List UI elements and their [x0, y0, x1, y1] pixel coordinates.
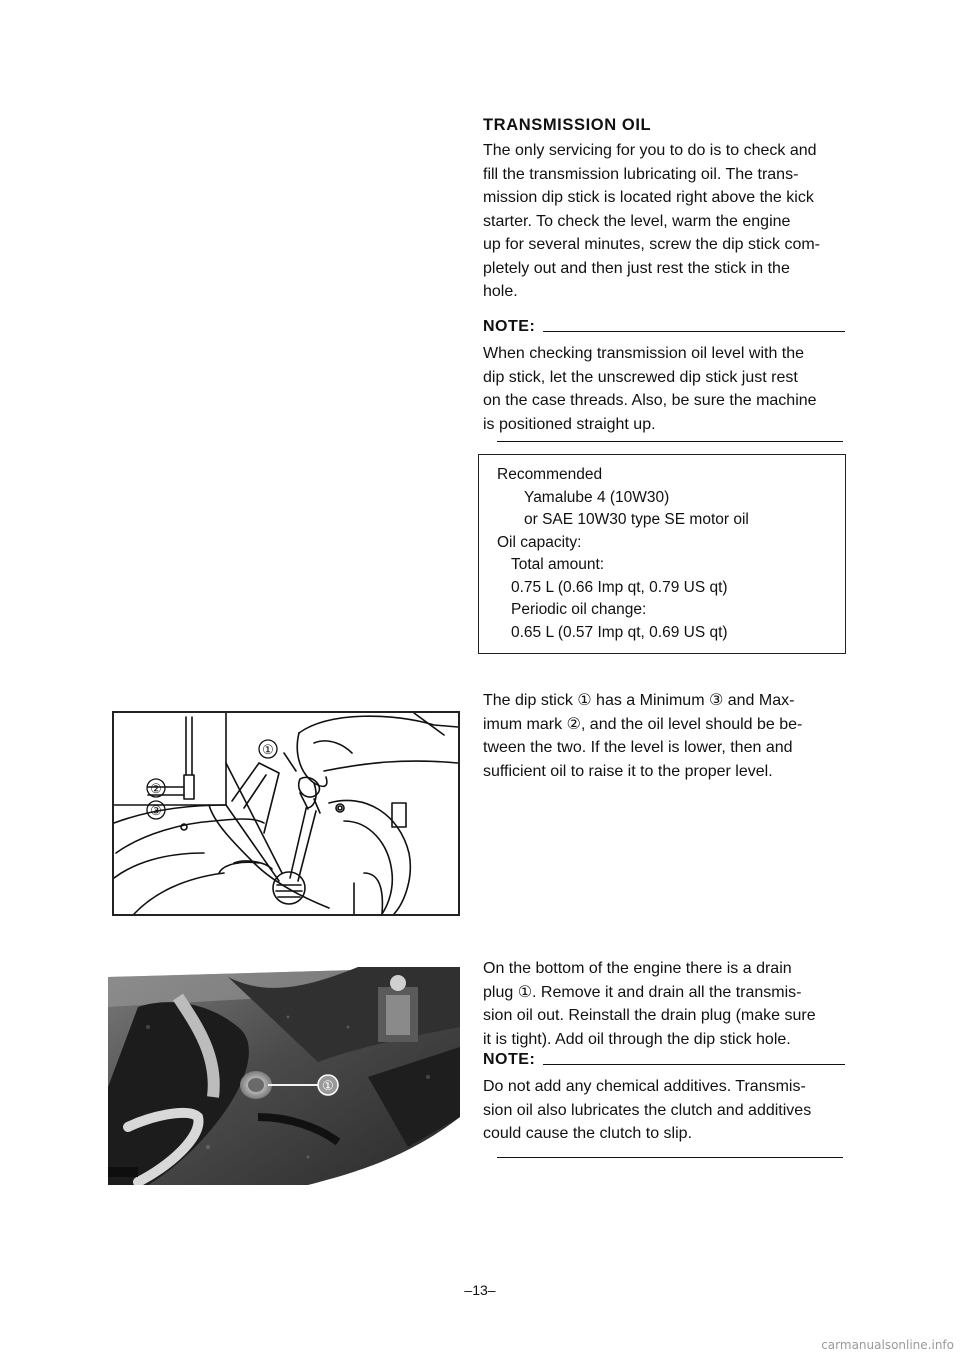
callout-3: ③: [150, 803, 162, 818]
spec-line: Total amount:: [511, 556, 605, 573]
text-line: The only servicing for you to do is to check and: [483, 142, 817, 159]
text-line: plug ①. Remove it and drain all the transmis-: [483, 983, 802, 1001]
note-rule: [543, 331, 845, 332]
watermark-text: carmanualsonline.info: [821, 1338, 954, 1352]
dipstick-drawing: [114, 713, 458, 914]
text-line: hole.: [483, 283, 518, 300]
note-heading: [483, 318, 845, 336]
drain-paragraph: [483, 957, 845, 1051]
text-line: is positioned straight up.: [483, 415, 656, 433]
note-label: NOTE:: [483, 318, 536, 335]
text-line: it is tight). Add oil through the dip stick hole.: [483, 1030, 791, 1048]
text-line: fill the transmission lubricating oil. The trans-: [483, 165, 799, 183]
text-line: sion oil also lubricates the clutch and additives: [483, 1101, 812, 1119]
callout-2: ②: [150, 781, 162, 796]
text-line: pletely out and then just rest the stick in the: [483, 259, 790, 277]
text-line: sion oil out. Reinstall the drain plug (make sure: [483, 1007, 816, 1024]
dipstick-illustration: [112, 711, 460, 916]
intro-paragraph: [483, 139, 845, 304]
note-paragraph: [483, 342, 845, 436]
callout-1: ①: [262, 742, 274, 757]
spec-line: 0.75 L (0.66 Imp qt, 0.79 US qt): [511, 578, 728, 596]
section-heading: TRANSMISSION OIL: [483, 116, 652, 134]
text-line: on the case threads. Also, be sure the machine: [483, 392, 817, 409]
note-heading: [483, 1051, 845, 1069]
note-paragraph: [483, 1075, 845, 1146]
text-line: dip stick, let the unscrewed dip stick just rest: [483, 368, 798, 386]
spec-line: Yamalube 4 (10W30): [524, 488, 670, 506]
text-line: On the bottom of the engine there is a drain: [483, 960, 792, 977]
spec-lines: [479, 455, 845, 644]
callout-1: ①: [322, 1078, 334, 1093]
text-line: tween the two. If the level is lower, then and: [483, 739, 793, 756]
spec-line: Oil capacity:: [497, 533, 582, 551]
spec-line: Recommended: [497, 466, 603, 483]
text-line: sufficient oil to raise it to the proper level.: [483, 762, 773, 780]
text-line: Do not add any chemical additives. Transmis-: [483, 1078, 806, 1095]
spec-line: or SAE 10W30 type SE motor oil: [524, 511, 749, 528]
spec-line: 0.65 L (0.57 Imp qt, 0.69 US qt): [511, 623, 728, 641]
text-line: mission dip stick is located right above the kick: [483, 189, 814, 206]
dipstick-paragraph: [483, 689, 845, 783]
drain-plug-photo: [108, 967, 460, 1185]
text-line: When checking transmission oil level with the: [483, 345, 805, 362]
text-line: imum mark ②, and the oil level should be be-: [483, 715, 803, 733]
spec-line: Periodic oil change:: [511, 601, 647, 618]
note-end-rule: [497, 441, 843, 442]
text-line: The dip stick ① has a Minimum ③ and Max-: [483, 692, 795, 709]
text-line: up for several minutes, screw the dip stick com-: [483, 236, 821, 253]
note-end-rule: [497, 1157, 843, 1158]
note-rule: [543, 1064, 845, 1065]
drain-plug-photo-drawing: [108, 967, 460, 1185]
text-line: starter. To check the level, warm the engine: [483, 212, 791, 230]
note-label: NOTE:: [483, 1051, 536, 1068]
text-line: could cause the clutch to slip.: [483, 1125, 693, 1142]
spec-box: [478, 454, 846, 654]
page-number: –13–: [464, 1282, 496, 1298]
